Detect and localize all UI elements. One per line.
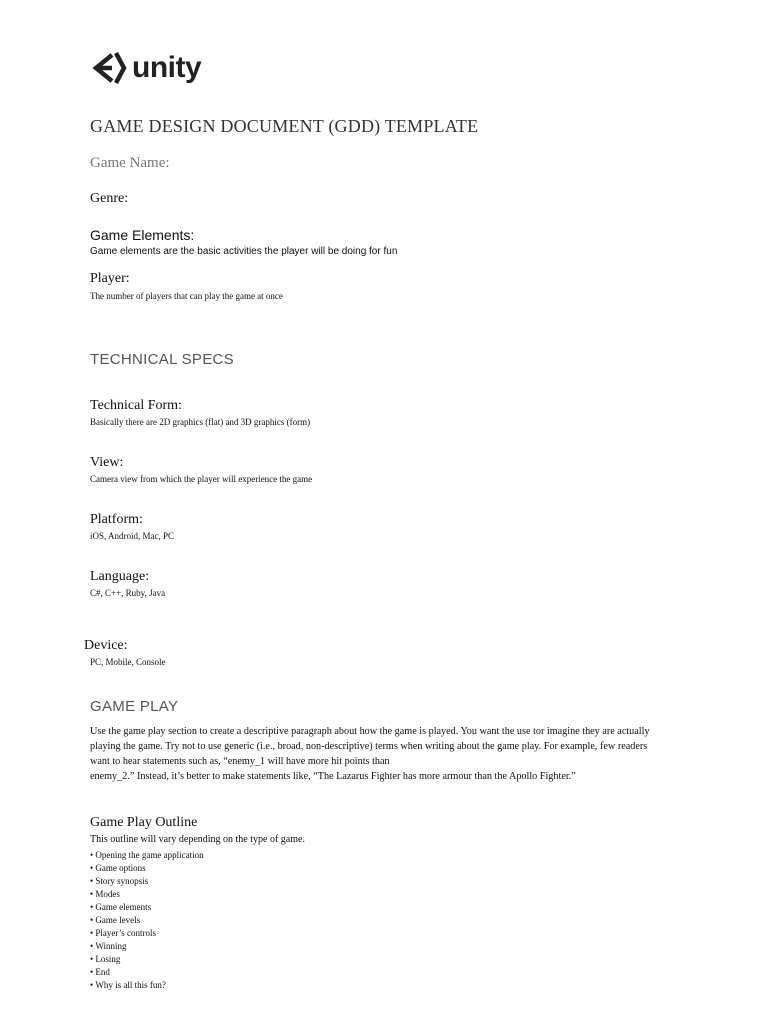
genre-label: Genre: xyxy=(90,191,129,206)
list-item: • End xyxy=(90,966,204,979)
game-play-paragraph-line2: enemy_2.” Instead, it’s better to make statements like, “The Lazarus Fighter has more armour than the Apollo Fighter.” xyxy=(90,771,576,782)
unity-cube-icon xyxy=(90,49,128,87)
device-description: PC, Mobile, Console xyxy=(90,657,166,667)
game-play-paragraph xyxy=(90,724,665,784)
list-item: • Story synopsis xyxy=(90,875,204,888)
game-name-label: Game Name: xyxy=(90,155,170,171)
list-item: • Game elements xyxy=(90,901,204,914)
logo-text: unity xyxy=(132,51,202,84)
game-play-heading: GAME PLAY xyxy=(90,698,179,715)
view-description: Camera view from which the player will experience the game xyxy=(90,474,313,484)
list-item: • Game options xyxy=(90,862,204,875)
technical-form-description: Basically there are 2D graphics (flat) and 3D graphics (form) xyxy=(90,417,311,427)
list-item: • Losing xyxy=(90,953,204,966)
game-play-outline-list xyxy=(90,849,204,992)
list-item: • Player’s controls xyxy=(90,927,204,940)
player-heading: Player: xyxy=(90,271,130,286)
technical-form-heading: Technical Form: xyxy=(90,398,182,413)
list-item: • Winning xyxy=(90,940,204,953)
document-title: GAME DESIGN DOCUMENT (GDD) TEMPLATE xyxy=(90,116,479,136)
list-item: • Opening the game application xyxy=(90,849,204,862)
game-play-outline-heading: Game Play Outline xyxy=(90,815,198,830)
unity-logo xyxy=(90,48,201,88)
language-heading: Language: xyxy=(90,569,150,584)
device-heading: Device: xyxy=(84,638,128,653)
technical-specs-heading: TECHNICAL SPECS xyxy=(90,351,234,368)
list-item: • Modes xyxy=(90,888,204,901)
view-heading: View: xyxy=(90,455,124,470)
game-elements-heading: Game Elements: xyxy=(90,227,195,243)
list-item: • Why is all this fun? xyxy=(90,979,204,992)
list-item: • Game levels xyxy=(90,914,204,927)
game-play-outline-intro: This outline will vary depending on the type of game. xyxy=(90,834,305,845)
platform-heading: Platform: xyxy=(90,512,143,527)
language-description: C#, C++, Ruby, Java xyxy=(90,588,166,598)
game-elements-description: Game elements are the basic activities the player will be doing for fun xyxy=(90,246,398,257)
platform-description: iOS, Android, Mac, PC xyxy=(90,531,175,541)
game-play-paragraph-line1: Use the game play section to create a descriptive paragraph about how the game is played. You want the use tor imagine they are actually playing the game. Try not to use generic (i.e., broad, non-descriptive) terms when writing about the game play. For example, few readers want to hear statements such as, “enemy_1 will have more hit points than xyxy=(90,726,650,767)
player-description: The number of players that can play the game at once xyxy=(90,291,283,301)
